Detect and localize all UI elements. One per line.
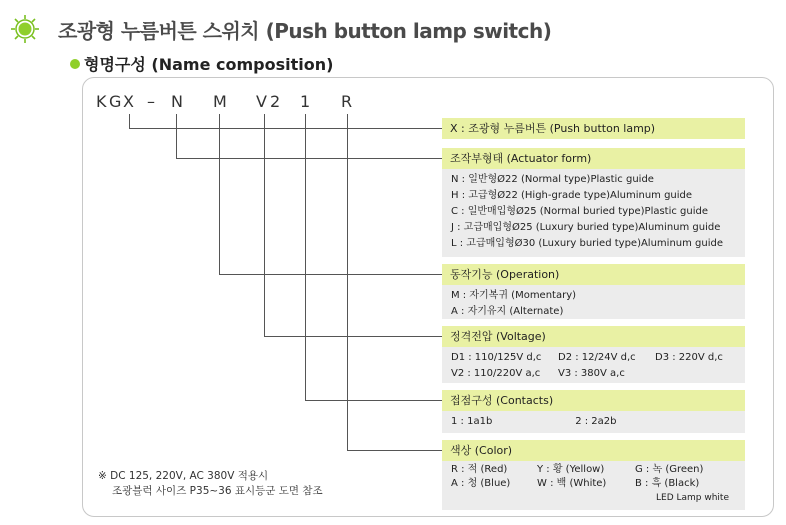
voltage-section-header: 정격전압 (Voltage) [442,326,745,347]
lamp-icon [10,14,40,44]
connector-1-horizontal [305,400,442,401]
connector-v2-horizontal [264,336,442,337]
color-option-red: R : 적 (Red) [451,464,508,475]
voltage-row [451,350,745,366]
operation-option-m: M : 자기복귀 (Momentary) [451,290,577,301]
actuator-option-h: H : 고급형Ø22 (High-grade type)Aluminum guide [451,190,693,201]
code-char-1: 1 [300,92,311,111]
actuator-option-l: L : 고급매입형Ø30 (Luxury buried type)Aluminum guide [451,238,724,249]
operation-section-body [442,285,745,319]
voltage-section-body [442,347,745,383]
bullet-icon [70,59,80,69]
contacts-option-2: 2 : 2a2b [575,416,617,427]
page-title-row [10,14,551,44]
actuator-option-n: N : 일반형Ø22 (Normal type)Plastic guide [451,174,654,185]
actuator-option-c: C : 일반매입형Ø25 (Normal buried type)Plastic guide [451,206,709,217]
connector-n-vertical [176,114,177,158]
operation-section-header: 동작기능 (Operation) [442,264,745,285]
actuator-section-body [442,169,745,257]
contacts-section-header: 접점구성 (Contacts) [442,390,745,411]
connector-n-horizontal [176,158,442,159]
color-option-black: B : 흑 (Black) [635,478,700,489]
connector-x-vertical [129,114,130,128]
connector-m-horizontal [219,274,442,275]
contacts-section-body [442,411,745,433]
operation-option-a: A : 자기유지 (Alternate) [451,306,564,317]
voltage-option-v3: V3 : 380V a,c [558,368,625,379]
contacts-option-1: 1 : 1a1b [451,416,493,427]
lamp-section-header: X : 조광형 누름버튼 (Push button lamp) [442,118,745,139]
page-title: 조광형 누름버튼 스위치 (Push button lamp switch) [58,18,552,43]
code-char-k: K [96,92,107,111]
led-lamp-note: LED Lamp white [656,493,729,503]
connector-v2-vertical [264,114,265,336]
color-section-header: 색상 (Color) [442,440,745,461]
voltage-option-v2: V2 : 110/220V a,c [451,368,541,379]
voltage-option-d3: D3 : 220V d,c [655,352,723,363]
actuator-option-j: J : 고급매입형Ø25 (Luxury buried type)Aluminum guide [451,222,721,233]
color-option-blue: A : 청 (Blue) [451,478,511,489]
code-char-dash: – [147,92,155,111]
voltage-option-d1: D1 : 110/125V d,c [451,352,542,363]
code-char-g: G [109,92,122,111]
code-char-m: M [213,92,227,111]
color-section-body [442,461,745,510]
footnote-line-2: 조광블럭 사이즈 P35~36 표시등군 도면 참조 [112,485,323,497]
code-char-v: V [256,92,267,111]
connector-m-vertical [219,114,220,274]
footnote-line-1: ※ DC 125, 220V, AC 380V 적용시 [98,470,269,482]
voltage-option-d2: D2 : 12/24V d,c [558,352,636,363]
connector-1-vertical [305,114,306,400]
section-subtitle-row [70,52,333,75]
section-subtitle: 형명구성 (Name composition) [84,55,334,74]
code-char-n: N [171,92,183,111]
code-char-x: X [123,92,134,111]
voltage-row [451,366,745,382]
color-option-white: W : 백 (White) [537,478,607,489]
connector-r-horizontal [347,450,442,451]
code-char-r: R [341,92,353,111]
connector-r-vertical [347,114,348,450]
footnote [98,469,323,499]
actuator-section-header: 조작부형태 (Actuator form) [442,148,745,169]
color-option-green: G : 녹 (Green) [635,464,704,475]
color-option-yellow: Y : 황 (Yellow) [537,464,605,475]
code-char-2: 2 [270,92,281,111]
